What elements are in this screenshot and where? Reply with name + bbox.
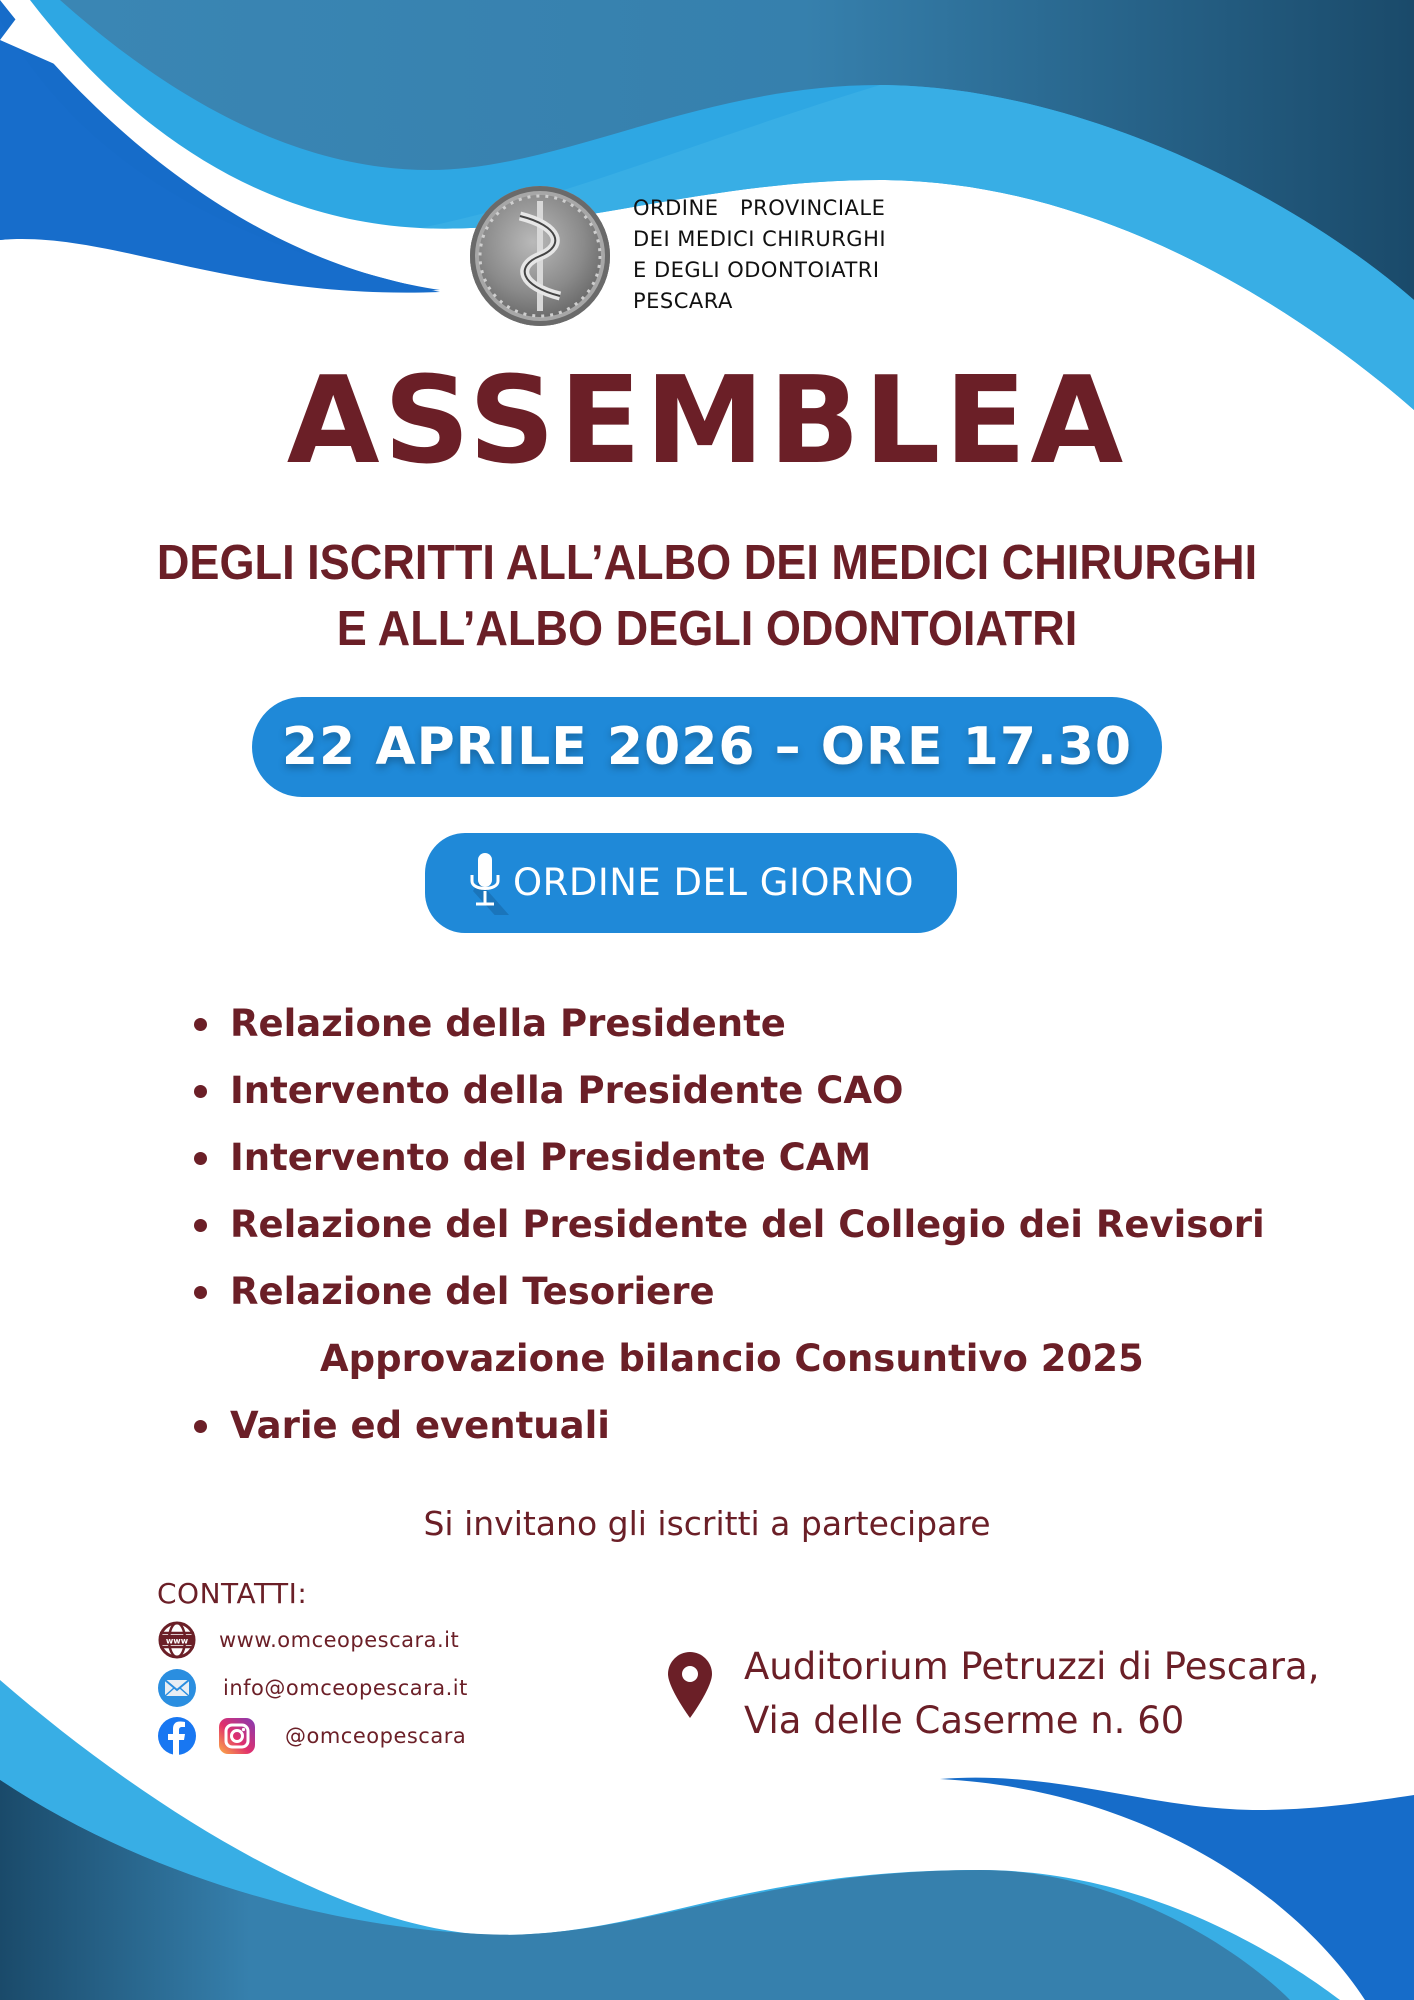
facebook-icon[interactable] (157, 1716, 197, 1756)
venue-name: Auditorium Petruzzi di Pescara, (744, 1645, 1320, 1688)
agenda-header-pill (425, 833, 957, 933)
caduceus-coin-icon (470, 186, 610, 326)
agenda-item-text: Intervento del Presidente CAM (230, 1136, 872, 1179)
bullet-icon (194, 1286, 207, 1299)
contact-social[interactable] (157, 1716, 466, 1756)
bullet-icon (194, 1085, 207, 1098)
globe-www-icon (157, 1620, 197, 1660)
venue-address (744, 1640, 1319, 1748)
subtitle-line-2: E ALL’ALBO DEGLI ODONTOIATRI (336, 602, 1078, 656)
contact-email[interactable] (157, 1668, 468, 1708)
organization-line: PESCARA (633, 289, 733, 313)
email-link[interactable]: info@omceopescara.it (223, 1676, 468, 1700)
agenda-item (190, 1057, 1290, 1124)
agenda-item-text: Relazione della Presidente (230, 1002, 786, 1045)
agenda-label: ORDINE DEL GIORNO (513, 861, 915, 904)
organization-line: E DEGLI ODONTOIATRI (633, 258, 880, 282)
subtitle (57, 530, 1358, 662)
contacts-title: CONTATTI: (157, 1577, 308, 1610)
agenda-subitem (190, 1325, 1290, 1392)
agenda-item (190, 1392, 1290, 1459)
agenda-item-text: Relazione del Tesoriere (230, 1270, 715, 1313)
venue-street: Via delle Caserme n. 60 (744, 1699, 1185, 1742)
date-time-text: 22 APRILE 2026 – ORE 17.30 (281, 717, 1133, 777)
instagram-icon[interactable] (217, 1716, 257, 1756)
subtitle-line-1: DEGLI ISCRITTI ALL’ALBO DEI MEDICI CHIRURGHI (156, 536, 1258, 590)
organization-name (633, 193, 933, 317)
agenda-item (190, 1191, 1290, 1258)
bullet-icon (194, 1018, 207, 1031)
contact-website[interactable] (157, 1620, 459, 1660)
agenda-item-text: Approvazione bilancio Consuntivo 2025 (320, 1337, 1144, 1380)
page-title: ASSEMBLEA (286, 352, 1128, 491)
organization-logo (470, 186, 610, 326)
venue (668, 1640, 1319, 1748)
bullet-icon (194, 1219, 207, 1232)
bullet-icon (194, 1152, 207, 1165)
organization-line: ORDINE PROVINCIALE (633, 196, 886, 220)
organization-line: DEI MEDICI CHIRURGHI (633, 227, 887, 251)
agenda-item-text: Intervento della Presidente CAO (230, 1069, 904, 1112)
map-pin-icon (668, 1652, 712, 1718)
social-handle[interactable]: @omceopescara (285, 1724, 467, 1748)
agenda-item-text: Varie ed eventuali (230, 1404, 610, 1447)
agenda-item (190, 1124, 1290, 1191)
microphone-icon (465, 851, 509, 915)
agenda-item (190, 1258, 1290, 1325)
svg-text:www: www (165, 1636, 189, 1646)
email-icon (157, 1668, 197, 1708)
agenda-item-text: Relazione del Presidente del Collegio dei Revisori (230, 1203, 1265, 1246)
agenda-list (190, 990, 1290, 1459)
website-link[interactable]: www.omceopescara.it (219, 1628, 460, 1652)
invite-text: Si invitano gli iscritti a partecipare (423, 1504, 991, 1543)
date-banner (252, 697, 1162, 797)
bullet-icon (194, 1420, 207, 1433)
agenda-item (190, 990, 1290, 1057)
